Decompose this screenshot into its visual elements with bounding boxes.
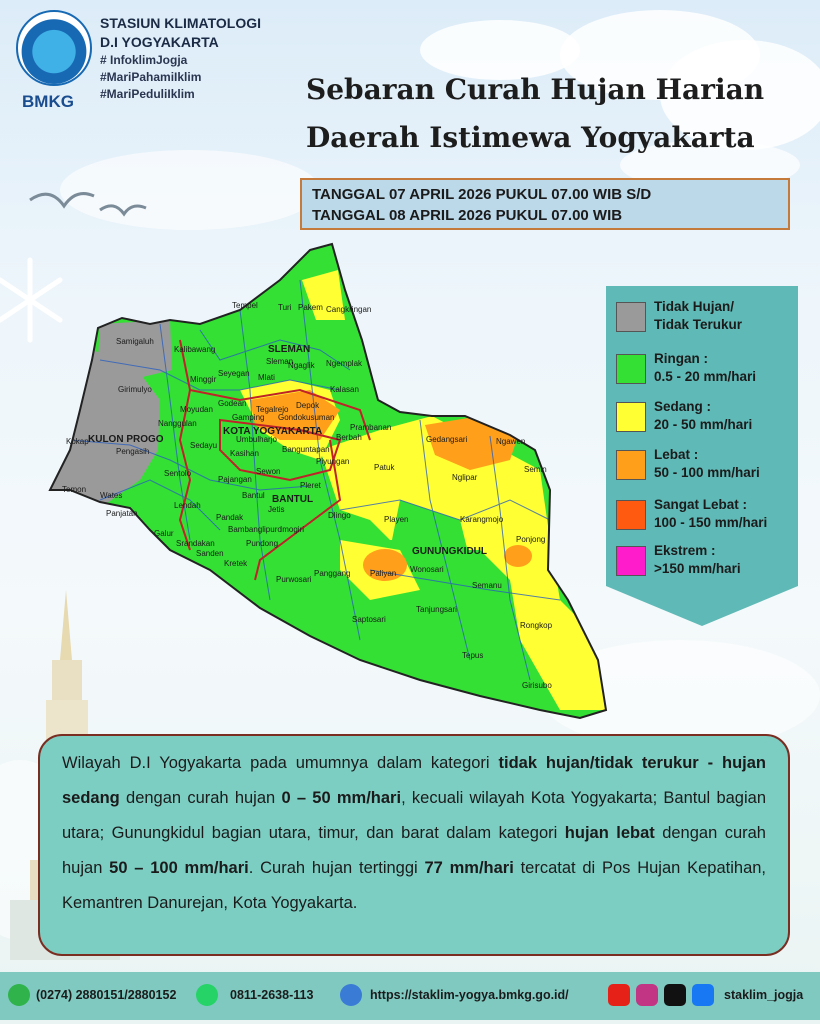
district-label: Kalibawang [174, 345, 216, 354]
district-label: Purwosari [276, 575, 312, 584]
district-label: Nanggulan [158, 419, 197, 428]
legend-item-heavy [614, 446, 794, 486]
district-label: Kasihan [230, 449, 259, 458]
district-label: Sanden [196, 549, 224, 558]
district-label: Turi [278, 303, 292, 312]
summary-emphasis: hujan lebat [564, 824, 655, 842]
district-label: Wates [100, 491, 123, 500]
summary-emphasis: 50 – 100 mm/hari [109, 859, 249, 877]
website-link[interactable]: https://staklim-yogya.bmkg.go.id/ [370, 988, 569, 1002]
district-label: Pengasih [116, 447, 150, 456]
legend-item-very-heavy [614, 496, 794, 536]
district-label: Gedangsari [426, 435, 468, 444]
header [12, 8, 312, 111]
district-label: Samigaluh [116, 337, 154, 346]
legend-swatch [616, 546, 646, 576]
station-line1: STASIUN KLIMATOLOGI [100, 15, 261, 31]
district-label: Cangkringan [326, 305, 372, 314]
district-label: Wonosari [410, 565, 444, 574]
district-label: Sedayu [190, 441, 218, 450]
legend-label: Ekstrem : >150 mm/hari [654, 543, 741, 576]
district-label: Girimulyo [118, 385, 152, 394]
summary-text: tercatat di Pos Hujan Kepatihan, Kemantren Danurejan, Kota Yogyakarta. [62, 859, 767, 912]
regency-label: KOTA YOGYAKARTA [223, 426, 323, 437]
legend-swatch [616, 354, 646, 384]
district-label: Panjatan [106, 509, 138, 518]
district-label: Semanu [472, 581, 502, 590]
district-label: Bambanglipuro [228, 525, 282, 534]
legend-item-extreme [614, 542, 794, 582]
district-label: Tanjungsari [416, 605, 457, 614]
district-label: Pakem [298, 303, 323, 312]
district-label: Ponjong [516, 535, 546, 544]
district-label: Tempel [232, 301, 258, 310]
legend-label: Lebat : 50 - 100 mm/hari [654, 447, 760, 480]
district-label: Rongkop [520, 621, 553, 630]
district-label: Sentolo [164, 469, 192, 478]
district-label: Imogiri [280, 525, 305, 534]
bmkg-logo-text: BMKG [22, 92, 74, 111]
legend-swatch [616, 302, 646, 332]
regency-label: SLEMAN [268, 344, 311, 355]
station-line2: D.I YOGYAKARTA [100, 34, 219, 50]
legend-item-light [614, 350, 794, 390]
summary-text: . Curah hujan tertinggi [248, 859, 425, 877]
district-label: Sewon [256, 467, 281, 476]
summary-text: Wilayah D.I Yogyakarta pada umumnya dalam kategori [62, 754, 499, 772]
facebook-icon[interactable] [692, 984, 714, 1006]
district-label: Gamping [232, 413, 265, 422]
legend-label: Sedang : 20 - 50 mm/hari [654, 399, 753, 432]
district-label: Panggang [314, 569, 351, 578]
hashtag: #MariPahamiIklim [100, 70, 202, 84]
district-label: Seyegan [218, 369, 250, 378]
district-label: Karangmojo [460, 515, 504, 524]
district-label: Saptosari [352, 615, 386, 624]
summary-emphasis: 0 – 50 mm/hari [281, 789, 402, 807]
social-handle[interactable]: staklim_jogja [724, 988, 804, 1002]
period-line1: TANGGAL 07 APRIL 2026 PUKUL 07.00 WIB S/D [312, 186, 652, 203]
summary-emphasis: tidak hujan/tidak terukur - hujan sedang [62, 754, 767, 807]
district-label: Pajangan [218, 475, 252, 484]
district-label: Galur [154, 529, 174, 538]
legend-label: Ringan : 0.5 - 20 mm/hari [654, 351, 757, 384]
summary-text: dengan curah hujan [119, 789, 282, 807]
district-label: Berbah [336, 433, 362, 442]
summary-text: dengan curah hujan [62, 824, 766, 877]
district-label: Gondokusuman [278, 413, 335, 422]
legend-swatch [616, 500, 646, 530]
district-label: Depok [296, 401, 320, 410]
summary-text: , kecuali wilayah Kota Yogyakarta; Bantul bagian utara; Gunungkidul bagian utara, timur, dan barat dalam kategori [62, 789, 767, 842]
district-label: Paliyan [370, 569, 397, 578]
page-title [306, 66, 764, 162]
district-label: Pleret [300, 481, 321, 490]
district-label: Semin [524, 465, 547, 474]
district-label: Girisubo [522, 681, 552, 690]
hashtag: # InfoklimJogja [100, 53, 188, 67]
district-label: Ngaglik [288, 361, 315, 370]
summary-box [38, 734, 790, 956]
district-label: Srandakan [176, 539, 215, 548]
globe-icon [340, 984, 362, 1006]
youtube-icon[interactable] [608, 984, 630, 1006]
district-label: Jetis [268, 505, 285, 514]
legend-swatch [616, 450, 646, 480]
legend-item-moderate [614, 398, 794, 438]
district-label: Ngawen [496, 437, 526, 446]
district-label: Lendah [174, 501, 201, 510]
district-label: Kokap [66, 437, 89, 446]
whatsapp-number[interactable]: 0811-2638-113 [230, 988, 314, 1002]
title-line2: Daerah Istimewa Yogyakarta [306, 121, 755, 154]
footer [0, 972, 820, 1020]
district-label: Sleman [266, 357, 294, 366]
district-label: Nglipar [452, 473, 478, 482]
district-label: Piyungan [316, 457, 350, 466]
district-label: Temon [62, 485, 87, 494]
phone-number[interactable]: (0274) 2880151/2880152 [36, 988, 177, 1002]
district-label: Mlati [258, 373, 275, 382]
whatsapp-icon [196, 984, 218, 1006]
regency-label: GUNUNGKIDUL [412, 546, 487, 557]
district-label: Bantul [242, 491, 265, 500]
bmkg-logo [16, 10, 92, 86]
x-icon[interactable] [664, 984, 686, 1006]
district-label: Pandak [216, 513, 244, 522]
period-line2: TANGGAL 08 APRIL 2026 PUKUL 07.00 WIB [312, 207, 623, 224]
phone-icon [8, 984, 30, 1006]
district-label: Pundong [246, 539, 279, 548]
district-label: Godean [218, 399, 247, 408]
legend-label: Sangat Lebat : 100 - 150 mm/hari [654, 497, 768, 530]
district-label: Ngemplak [326, 359, 363, 368]
rainfall-map [40, 240, 610, 720]
bird-decoration [10, 180, 170, 240]
district-label: Tepus [462, 651, 484, 660]
district-label: Kalasan [330, 385, 359, 394]
heavy-rain-area [504, 545, 532, 567]
district-label: Playen [384, 515, 409, 524]
district-label: Minggir [190, 375, 217, 384]
regency-label: BANTUL [272, 494, 314, 505]
district-label: Kretek [224, 559, 248, 568]
hashtag: #MariPeduliIklim [100, 87, 195, 101]
district-label: Tegalrejo [256, 405, 289, 414]
district-label: Moyudan [180, 405, 213, 414]
instagram-icon[interactable] [636, 984, 658, 1006]
title-line1: Sebaran Curah Hujan Harian [306, 73, 765, 106]
period-box [300, 178, 790, 230]
station-name [100, 14, 261, 103]
district-label: Prambanan [350, 423, 392, 432]
regency-label: KULON PROGO [88, 434, 164, 445]
district-label: Banguntapan [282, 445, 330, 454]
legend-label: Tidak Hujan/ Tidak Terukur [654, 299, 743, 332]
summary-emphasis: 77 mm/hari [424, 859, 514, 877]
legend-swatch [616, 402, 646, 432]
legend [606, 286, 798, 626]
district-label: Umbulharjo [236, 435, 277, 444]
legend-item-no-rain [614, 298, 794, 338]
district-label: Dlingo [328, 511, 351, 520]
district-label: Patuk [374, 463, 395, 472]
